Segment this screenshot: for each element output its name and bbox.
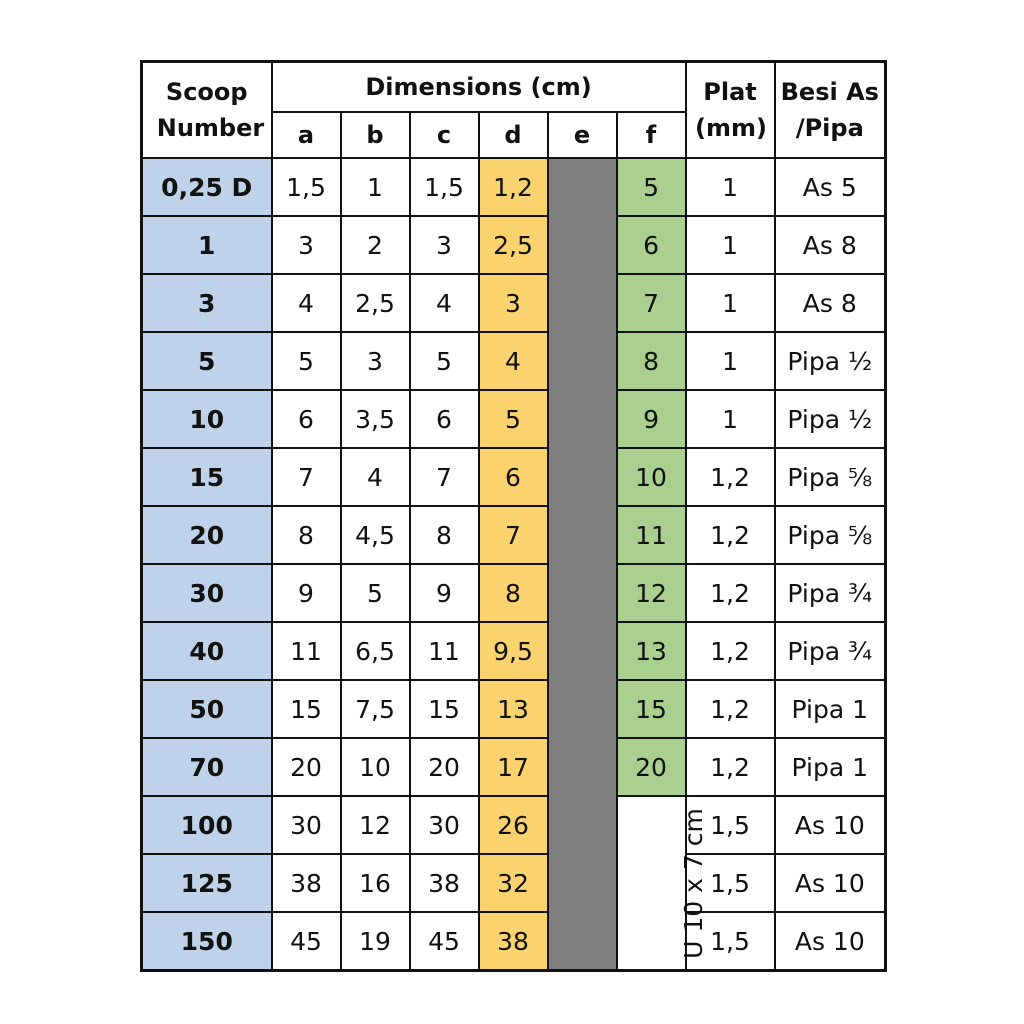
dim-c-cell: 30 xyxy=(410,796,479,854)
dim-a-cell: 4 xyxy=(272,274,341,332)
header-d: d xyxy=(479,112,548,158)
scoop-number-cell: 10 xyxy=(142,390,272,448)
besi-cell: Pipa ⅝ xyxy=(775,506,886,564)
dim-a-cell: 20 xyxy=(272,738,341,796)
besi-cell: Pipa ¾ xyxy=(775,622,886,680)
dim-d-cell: 3 xyxy=(479,274,548,332)
scoop-number-cell: 40 xyxy=(142,622,272,680)
f-merged-label: U 10 x 7 cm xyxy=(678,807,708,959)
table-row xyxy=(142,854,886,912)
table-row xyxy=(142,332,886,390)
plat-cell: 1 xyxy=(686,274,775,332)
dim-a-cell: 6 xyxy=(272,390,341,448)
dim-c-cell: 8 xyxy=(410,506,479,564)
dim-b-cell: 16 xyxy=(341,854,410,912)
dim-c-cell: 7 xyxy=(410,448,479,506)
header-c: c xyxy=(410,112,479,158)
dim-a-cell: 45 xyxy=(272,912,341,971)
besi-cell: As 8 xyxy=(775,216,886,274)
header-plat: Plat (mm) xyxy=(686,62,775,159)
scoop-number-cell: 15 xyxy=(142,448,272,506)
dim-c-cell: 45 xyxy=(410,912,479,971)
plat-cell: 1,2 xyxy=(686,622,775,680)
dim-c-cell: 15 xyxy=(410,680,479,738)
besi-cell: Pipa ½ xyxy=(775,332,886,390)
dim-e-column xyxy=(548,158,617,971)
dim-d-cell: 17 xyxy=(479,738,548,796)
scoop-number-cell: 0,25 D xyxy=(142,158,272,216)
dim-d-cell: 5 xyxy=(479,390,548,448)
header-a: a xyxy=(272,112,341,158)
dim-f-cell: 6 xyxy=(617,216,686,274)
dim-b-cell: 10 xyxy=(341,738,410,796)
besi-cell: Pipa ¾ xyxy=(775,564,886,622)
table-row xyxy=(142,622,886,680)
dim-d-cell: 38 xyxy=(479,912,548,971)
dim-a-cell: 15 xyxy=(272,680,341,738)
plat-cell: 1,2 xyxy=(686,680,775,738)
dim-a-cell: 8 xyxy=(272,506,341,564)
header-f: f xyxy=(617,112,686,158)
dim-c-cell: 9 xyxy=(410,564,479,622)
scoop-number-cell: 1 xyxy=(142,216,272,274)
dim-f-cell: 8 xyxy=(617,332,686,390)
dim-d-cell: 2,5 xyxy=(479,216,548,274)
plat-cell: 1 xyxy=(686,390,775,448)
plat-cell: 1,5 xyxy=(686,912,775,971)
dim-c-cell: 38 xyxy=(410,854,479,912)
dim-b-cell: 5 xyxy=(341,564,410,622)
scoop-number-cell: 30 xyxy=(142,564,272,622)
dim-d-cell: 32 xyxy=(479,854,548,912)
scoop-dimensions-table xyxy=(140,60,887,972)
dim-b-cell: 19 xyxy=(341,912,410,971)
header-e: e xyxy=(548,112,617,158)
dim-b-cell: 12 xyxy=(341,796,410,854)
plat-cell: 1 xyxy=(686,332,775,390)
besi-cell: As 8 xyxy=(775,274,886,332)
besi-cell: Pipa ⅝ xyxy=(775,448,886,506)
dim-f-cell: 7 xyxy=(617,274,686,332)
table-row xyxy=(142,680,886,738)
dim-b-cell: 6,5 xyxy=(341,622,410,680)
dim-c-cell: 5 xyxy=(410,332,479,390)
dim-c-cell: 1,5 xyxy=(410,158,479,216)
dim-b-cell: 2 xyxy=(341,216,410,274)
dim-f-cell: 13 xyxy=(617,622,686,680)
dim-d-cell: 7 xyxy=(479,506,548,564)
dim-a-cell: 30 xyxy=(272,796,341,854)
dim-d-cell: 13 xyxy=(479,680,548,738)
dim-d-cell: 9,5 xyxy=(479,622,548,680)
scoop-number-cell: 150 xyxy=(142,912,272,971)
plat-cell: 1 xyxy=(686,216,775,274)
table-row xyxy=(142,216,886,274)
dim-f-cell: 15 xyxy=(617,680,686,738)
header-scoop-number: Scoop Number xyxy=(142,62,272,159)
dim-d-cell: 1,2 xyxy=(479,158,548,216)
dim-b-cell: 7,5 xyxy=(341,680,410,738)
besi-cell: Pipa ½ xyxy=(775,390,886,448)
plat-cell: 1,5 xyxy=(686,854,775,912)
dim-d-cell: 8 xyxy=(479,564,548,622)
table-row xyxy=(142,506,886,564)
besi-cell: As 5 xyxy=(775,158,886,216)
dim-f-cell: 10 xyxy=(617,448,686,506)
dim-f-cell: 11 xyxy=(617,506,686,564)
dim-f-cell: 9 xyxy=(617,390,686,448)
dim-a-cell: 7 xyxy=(272,448,341,506)
table-row xyxy=(142,158,886,216)
scoop-number-cell: 50 xyxy=(142,680,272,738)
plat-cell: 1,2 xyxy=(686,738,775,796)
plat-cell: 1,2 xyxy=(686,564,775,622)
besi-cell: Pipa 1 xyxy=(775,738,886,796)
dim-a-cell: 11 xyxy=(272,622,341,680)
besi-cell: As 10 xyxy=(775,854,886,912)
dim-c-cell: 3 xyxy=(410,216,479,274)
dim-c-cell: 6 xyxy=(410,390,479,448)
header-b: b xyxy=(341,112,410,158)
plat-cell: 1,5 xyxy=(686,796,775,854)
scoop-number-cell: 20 xyxy=(142,506,272,564)
dim-c-cell: 4 xyxy=(410,274,479,332)
dim-d-cell: 6 xyxy=(479,448,548,506)
dim-b-cell: 4 xyxy=(341,448,410,506)
table-row xyxy=(142,738,886,796)
header-dimensions: Dimensions (cm) xyxy=(272,62,686,113)
dim-f-cell: 12 xyxy=(617,564,686,622)
dim-f-cell: 5 xyxy=(617,158,686,216)
table-row xyxy=(142,274,886,332)
scoop-number-cell: 3 xyxy=(142,274,272,332)
besi-cell: Pipa 1 xyxy=(775,680,886,738)
table-body xyxy=(142,158,886,971)
scoop-number-cell: 100 xyxy=(142,796,272,854)
dim-a-cell: 3 xyxy=(272,216,341,274)
dim-d-cell: 26 xyxy=(479,796,548,854)
dim-a-cell: 5 xyxy=(272,332,341,390)
besi-cell: As 10 xyxy=(775,912,886,971)
dim-b-cell: 1 xyxy=(341,158,410,216)
dim-f-merged-cell xyxy=(617,796,708,971)
header-besi: Besi As /Pipa xyxy=(775,62,886,159)
table-row xyxy=(142,564,886,622)
plat-cell: 1,2 xyxy=(686,448,775,506)
dim-b-cell: 3 xyxy=(341,332,410,390)
dim-b-cell: 3,5 xyxy=(341,390,410,448)
dim-a-cell: 38 xyxy=(272,854,341,912)
dim-f-cell: 20 xyxy=(617,738,686,796)
dim-c-cell: 11 xyxy=(410,622,479,680)
scoop-number-cell: 125 xyxy=(142,854,272,912)
plat-cell: 1,2 xyxy=(686,506,775,564)
plat-cell: 1 xyxy=(686,158,775,216)
dim-b-cell: 4,5 xyxy=(341,506,410,564)
scoop-number-cell: 70 xyxy=(142,738,272,796)
scoop-number-cell: 5 xyxy=(142,332,272,390)
besi-cell: As 10 xyxy=(775,796,886,854)
dim-a-cell: 9 xyxy=(272,564,341,622)
table-row xyxy=(142,390,886,448)
table-row xyxy=(142,796,886,854)
dim-d-cell: 4 xyxy=(479,332,548,390)
dim-a-cell: 1,5 xyxy=(272,158,341,216)
table-row xyxy=(142,912,886,971)
dim-c-cell: 20 xyxy=(410,738,479,796)
table-row xyxy=(142,448,886,506)
dim-b-cell: 2,5 xyxy=(341,274,410,332)
